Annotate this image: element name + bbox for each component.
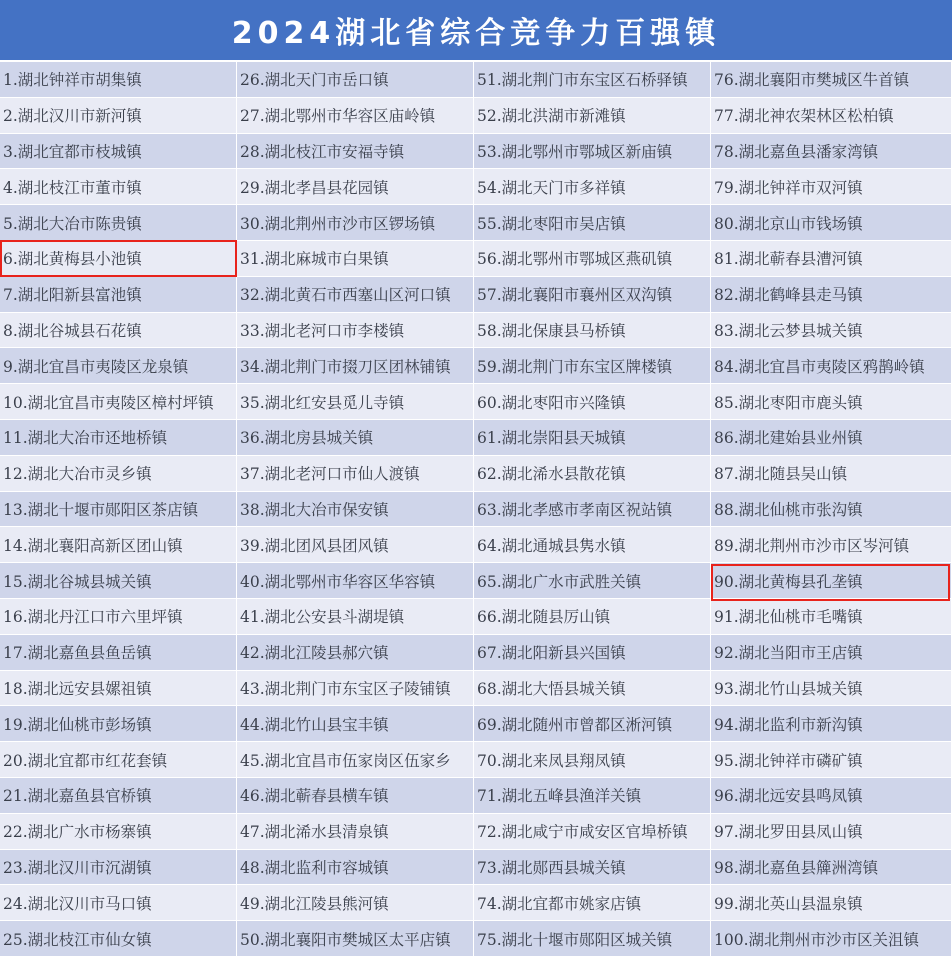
table-cell: 45.湖北宜昌市伍家岗区伍家乡 xyxy=(237,742,474,778)
table-cell: 80.湖北京山市钱场镇 xyxy=(711,205,952,241)
table-cell: 39.湖北团风县团风镇 xyxy=(237,527,474,563)
table-cell: 51.湖北荆门市东宝区石桥驿镇 xyxy=(474,62,711,98)
table-title: 2024湖北省综合竞争力百强镇 xyxy=(0,0,952,60)
table-cell: 1.湖北钟祥市胡集镇 xyxy=(0,62,237,98)
table-cell: 20.湖北宜都市红花套镇 xyxy=(0,742,237,778)
table-cell: 59.湖北荆门市东宝区牌楼镇 xyxy=(474,348,711,384)
table-cell: 12.湖北大冶市灵乡镇 xyxy=(0,456,237,492)
table-cell: 47.湖北浠水县清泉镇 xyxy=(237,814,474,850)
table-cell: 58.湖北保康县马桥镇 xyxy=(474,313,711,349)
table-cell: 94.湖北监利市新沟镇 xyxy=(711,706,952,742)
table-cell: 17.湖北嘉鱼县鱼岳镇 xyxy=(0,635,237,671)
table-cell: 73.湖北郧西县城关镇 xyxy=(474,850,711,886)
table-cell: 19.湖北仙桃市彭场镇 xyxy=(0,706,237,742)
table-cell: 65.湖北广水市武胜关镇 xyxy=(474,563,711,599)
table-cell: 28.湖北枝江市安福寺镇 xyxy=(237,134,474,170)
table-cell: 22.湖北广水市杨寨镇 xyxy=(0,814,237,850)
table-cell: 75.湖北十堰市郧阳区城关镇 xyxy=(474,921,711,957)
table-cell: 29.湖北孝昌县花园镇 xyxy=(237,169,474,205)
table-cell: 84.湖北宜昌市夷陵区鸦鹊岭镇 xyxy=(711,348,952,384)
table-cell: 97.湖北罗田县凤山镇 xyxy=(711,814,952,850)
table-cell: 100.湖北荆州市沙市区关沮镇 xyxy=(711,921,952,957)
table-cell: 11.湖北大冶市还地桥镇 xyxy=(0,420,237,456)
table-cell: 82.湖北鹤峰县走马镇 xyxy=(711,277,952,313)
table-cell: 23.湖北汉川市沉湖镇 xyxy=(0,850,237,886)
table-cell: 16.湖北丹江口市六里坪镇 xyxy=(0,599,237,635)
table-cell: 78.湖北嘉鱼县潘家湾镇 xyxy=(711,134,952,170)
table-cell: 26.湖北天门市岳口镇 xyxy=(237,62,474,98)
table-cell: 86.湖北建始县业州镇 xyxy=(711,420,952,456)
table-cell: 25.湖北枝江市仙女镇 xyxy=(0,921,237,957)
table-cell: 96.湖北远安县鸣凤镇 xyxy=(711,778,952,814)
table-cell: 5.湖北大冶市陈贵镇 xyxy=(0,205,237,241)
table-cell: 60.湖北枣阳市兴隆镇 xyxy=(474,384,711,420)
table-cell: 91.湖北仙桃市毛嘴镇 xyxy=(711,599,952,635)
table-cell: 9.湖北宜昌市夷陵区龙泉镇 xyxy=(0,348,237,384)
table-cell: 99.湖北英山县温泉镇 xyxy=(711,885,952,921)
table-cell: 15.湖北谷城县城关镇 xyxy=(0,563,237,599)
table-cell: 41.湖北公安县斗湖堤镇 xyxy=(237,599,474,635)
table-cell: 61.湖北崇阳县天城镇 xyxy=(474,420,711,456)
table-cell: 71.湖北五峰县渔洋关镇 xyxy=(474,778,711,814)
table-cell: 34.湖北荆门市掇刀区团林铺镇 xyxy=(237,348,474,384)
table-cell: 27.湖北鄂州市华容区庙岭镇 xyxy=(237,98,474,134)
table-cell: 54.湖北天门市多祥镇 xyxy=(474,169,711,205)
table-cell: 43.湖北荆门市东宝区子陵铺镇 xyxy=(237,671,474,707)
table-cell: 69.湖北随州市曾都区淅河镇 xyxy=(474,706,711,742)
table-cell: 32.湖北黄石市西塞山区河口镇 xyxy=(237,277,474,313)
table-cell: 92.湖北当阳市王店镇 xyxy=(711,635,952,671)
table-cell: 95.湖北钟祥市磷矿镇 xyxy=(711,742,952,778)
table-cell: 67.湖北阳新县兴国镇 xyxy=(474,635,711,671)
table-cell: 24.湖北汉川市马口镇 xyxy=(0,885,237,921)
table-cell: 57.湖北襄阳市襄州区双沟镇 xyxy=(474,277,711,313)
table-cell: 76.湖北襄阳市樊城区牛首镇 xyxy=(711,62,952,98)
table-cell: 33.湖北老河口市李楼镇 xyxy=(237,313,474,349)
table-cell: 31.湖北麻城市白果镇 xyxy=(237,241,474,277)
table-cell: 37.湖北老河口市仙人渡镇 xyxy=(237,456,474,492)
table-cell: 3.湖北宜都市枝城镇 xyxy=(0,134,237,170)
table-cell: 56.湖北鄂州市鄂城区燕矶镇 xyxy=(474,241,711,277)
table-cell: 18.湖北远安县嫘祖镇 xyxy=(0,671,237,707)
table-cell: 68.湖北大悟县城关镇 xyxy=(474,671,711,707)
table-cell: 72.湖北咸宁市咸安区官埠桥镇 xyxy=(474,814,711,850)
table-cell: 70.湖北来凤县翔凤镇 xyxy=(474,742,711,778)
table-cell: 52.湖北洪湖市新滩镇 xyxy=(474,98,711,134)
table-cell: 44.湖北竹山县宝丰镇 xyxy=(237,706,474,742)
table-cell: 55.湖北枣阳市吴店镇 xyxy=(474,205,711,241)
table-cell: 35.湖北红安县觅儿寺镇 xyxy=(237,384,474,420)
table-cell: 49.湖北江陵县熊河镇 xyxy=(237,885,474,921)
table-cell: 85.湖北枣阳市鹿头镇 xyxy=(711,384,952,420)
table-cell: 98.湖北嘉鱼县簰洲湾镇 xyxy=(711,850,952,886)
table-cell: 62.湖北浠水县散花镇 xyxy=(474,456,711,492)
table-cell: 36.湖北房县城关镇 xyxy=(237,420,474,456)
table-cell: 53.湖北鄂州市鄂城区新庙镇 xyxy=(474,134,711,170)
table-cell: 42.湖北江陵县郝穴镇 xyxy=(237,635,474,671)
table-cell: 87.湖北随县吴山镇 xyxy=(711,456,952,492)
table-cell: 10.湖北宜昌市夷陵区樟村坪镇 xyxy=(0,384,237,420)
table-cell: 30.湖北荆州市沙市区锣场镇 xyxy=(237,205,474,241)
table-cell: 4.湖北枝江市董市镇 xyxy=(0,169,237,205)
table-cell: 38.湖北大冶市保安镇 xyxy=(237,492,474,528)
table-cell: 93.湖北竹山县城关镇 xyxy=(711,671,952,707)
table-cell: 2.湖北汉川市新河镇 xyxy=(0,98,237,134)
table-cell: 48.湖北监利市容城镇 xyxy=(237,850,474,886)
table-cell: 74.湖北宜都市姚家店镇 xyxy=(474,885,711,921)
table-cell: 89.湖北荆州市沙市区岑河镇 xyxy=(711,527,952,563)
table-cell: 7.湖北阳新县富池镇 xyxy=(0,277,237,313)
table-cell: 66.湖北随县厉山镇 xyxy=(474,599,711,635)
table-cell: 14.湖北襄阳高新区团山镇 xyxy=(0,527,237,563)
table-cell: 8.湖北谷城县石花镇 xyxy=(0,313,237,349)
table-cell: 6.湖北黄梅县小池镇 xyxy=(0,241,237,277)
table-cell: 50.湖北襄阳市樊城区太平店镇 xyxy=(237,921,474,957)
table-cell: 81.湖北蕲春县漕河镇 xyxy=(711,241,952,277)
table-cell: 79.湖北钟祥市双河镇 xyxy=(711,169,952,205)
table-cell: 21.湖北嘉鱼县官桥镇 xyxy=(0,778,237,814)
table-cell: 83.湖北云梦县城关镇 xyxy=(711,313,952,349)
table-cell: 90.湖北黄梅县孔垄镇 xyxy=(711,563,952,599)
table-cell: 40.湖北鄂州市华容区华容镇 xyxy=(237,563,474,599)
town-ranking-table xyxy=(0,62,952,957)
table-cell: 46.湖北蕲春县横车镇 xyxy=(237,778,474,814)
table-cell: 88.湖北仙桃市张沟镇 xyxy=(711,492,952,528)
table-cell: 64.湖北通城县隽水镇 xyxy=(474,527,711,563)
table-cell: 77.湖北神农架林区松柏镇 xyxy=(711,98,952,134)
table-cell: 63.湖北孝感市孝南区祝站镇 xyxy=(474,492,711,528)
table-cell: 13.湖北十堰市郧阳区茶店镇 xyxy=(0,492,237,528)
